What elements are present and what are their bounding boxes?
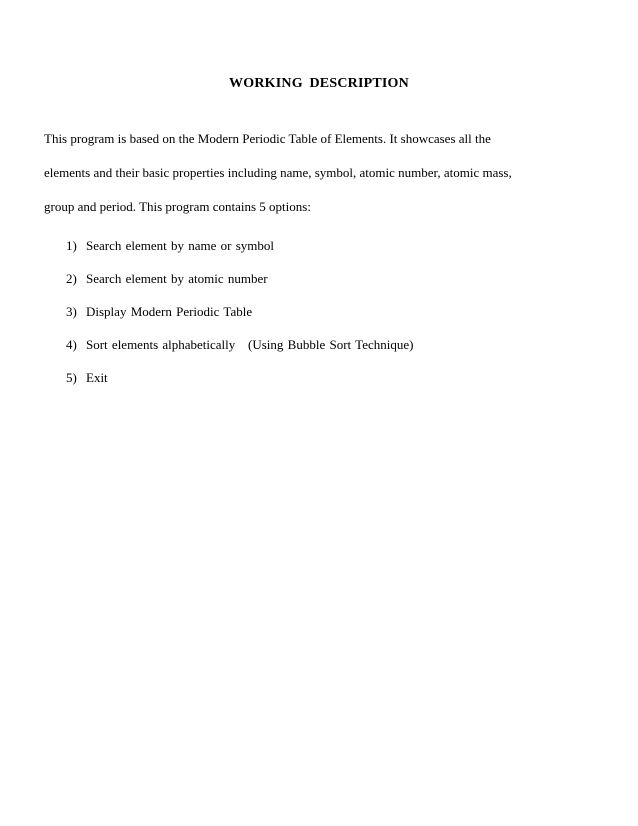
option-text: Search element by atomic number <box>86 271 268 286</box>
paragraph-line: This program is based on the Modern Periodic Table of Elements. It showcases all the <box>44 131 491 146</box>
options-list <box>66 239 413 404</box>
description-paragraph <box>44 132 604 234</box>
list-item <box>66 371 413 404</box>
option-number: 5) <box>66 370 77 385</box>
option-number: 3) <box>66 304 77 319</box>
paragraph-line: group and period. This program contains 5 options: <box>44 199 311 214</box>
option-text: Sort elements alphabetically (Using Bubble Sort Technique) <box>86 337 414 352</box>
option-text: Display Modern Periodic Table <box>86 304 253 319</box>
list-item <box>66 272 413 305</box>
list-item <box>66 239 413 272</box>
option-number: 2) <box>66 271 77 286</box>
page-title: WORKING DESCRIPTION <box>229 76 409 91</box>
list-item <box>66 305 413 338</box>
paragraph-line: elements and their basic properties including name, symbol, atomic number, atomic mass, <box>44 165 512 180</box>
option-number: 1) <box>66 238 77 253</box>
option-text: Search element by name or symbol <box>86 238 275 253</box>
option-text: Exit <box>86 370 108 385</box>
list-item <box>66 338 413 371</box>
option-number: 4) <box>66 337 77 352</box>
